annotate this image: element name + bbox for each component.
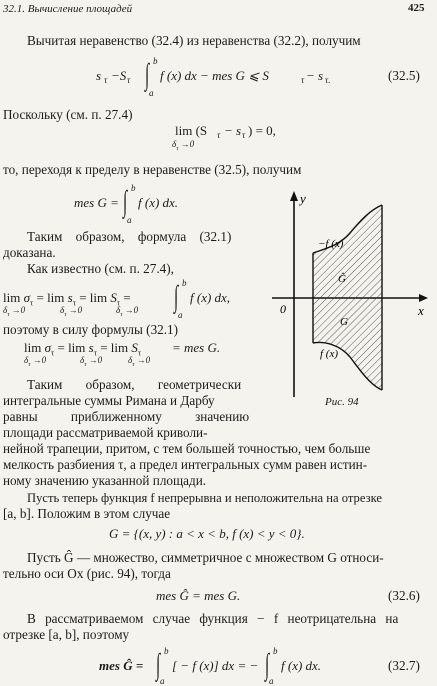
paragraph-10b: отрезке [a, b], поэтому	[3, 627, 130, 642]
f327-mid: [ − f (x)] dx = −	[172, 658, 259, 673]
integral-sign: ∫	[265, 648, 270, 681]
label-G-hat: Ĝ	[338, 273, 346, 285]
paragraph-8a: Пусть теперь функция f непрерывна и неположительна на отрезке	[27, 491, 382, 505]
paragraph-7f: мелкость разбиения τ, а предел интегральных сумм равен истин-	[3, 457, 368, 472]
integral-sign: ∫	[123, 185, 128, 218]
f325-S: −S	[111, 68, 127, 83]
page-number: 425	[408, 2, 425, 14]
label-minus-f: −f (x)	[318, 238, 344, 250]
region-G	[313, 298, 382, 390]
figure-94	[270, 185, 435, 410]
lim2-lower-a: a	[178, 310, 183, 320]
paragraph-7d: площади рассматриваемой криволи-	[3, 425, 208, 440]
paragraph-7e: нейной трапеции, притом, с тем большей точностью, чем больше	[3, 441, 371, 456]
f325-integrand: f (x) dx − mes G ⩽ S	[160, 68, 269, 83]
f327-upper-b: b	[164, 646, 169, 656]
paragraph-2: Поскольку (см. п. 27.4)	[3, 107, 133, 122]
paragraph-1: Вычитая неравенство (32.4) из неравенства (32.2), получим	[27, 33, 361, 48]
lim2-upper-b: b	[182, 278, 187, 288]
lim2-integrand: f (x) dx,	[190, 290, 231, 305]
lim1-result: ) = 0,	[248, 123, 276, 138]
lim1: lim (S	[175, 123, 208, 138]
integral-sign: ∫	[145, 58, 150, 91]
label-G: G	[340, 316, 348, 328]
paragraph-6: поэтому в силу формулы (32.1)	[3, 322, 179, 337]
f327-upper-b2: b	[273, 646, 278, 656]
figure-94-drawing	[270, 185, 435, 410]
eq-number-32-6: (32.6)	[388, 588, 420, 603]
f327-lower-a2: a	[269, 676, 274, 686]
eq-number-32-5: (32.5)	[388, 68, 420, 83]
lim3-result: = mes G.	[172, 340, 221, 355]
formula-set-G: G = {(x, y) : a < x < b, f (x) < y < 0}.	[109, 526, 305, 541]
paragraph-7c: равны приближенному значению	[3, 409, 250, 424]
eq-number-32-7: (32.7)	[388, 658, 420, 673]
paragraph-7b: интегральные суммы Римана и Дарбу	[3, 393, 215, 408]
f325-s: s	[96, 68, 102, 83]
paragraph-7a: Таким образом, геометрически	[27, 377, 242, 392]
f327-lower-a: a	[160, 676, 165, 686]
f327-end: f (x) dx.	[281, 658, 322, 673]
formula-mes-hat: mes Ĝ = mes G.	[156, 588, 241, 603]
region-G-hat	[313, 205, 382, 298]
paragraph-3: то, переходя к пределу в неравенстве (32.5), получим	[3, 162, 302, 177]
y-axis-arrow-icon	[290, 191, 298, 201]
f325-tail: − s	[306, 68, 324, 83]
lim1-tail: − s	[224, 123, 242, 138]
paragraph-4a: Таким образом, формула (32.1)	[27, 229, 232, 244]
axis-x-label: x	[418, 303, 424, 318]
paragraph-9b: тельно оси Ox (рис. 94), тогда	[3, 566, 171, 581]
paragraph-10a: В рассматриваемом случае функция − f неотрицательна на	[27, 611, 399, 626]
f325-lower-a: a	[149, 88, 154, 98]
f327-left: mes Ĝ =	[99, 658, 144, 673]
mesG-lower-a: a	[127, 215, 132, 225]
f325-upper-b: b	[153, 56, 158, 66]
integral-sign: ∫	[156, 648, 161, 681]
paragraph-9a: Пусть Ĝ — множество, симметричное с множеством G относи-	[27, 550, 384, 565]
figure-caption: Рис. 94	[325, 396, 359, 408]
mesG-upper-b: b	[131, 183, 136, 193]
origin-label: 0	[280, 302, 286, 316]
x-axis-arrow-icon	[419, 294, 428, 302]
label-f: f (x)	[320, 348, 339, 360]
paragraph-5: Как известно (см. п. 27.4),	[27, 261, 174, 276]
paragraph-8b: [a, b]. Положим в этом случае	[3, 506, 171, 521]
integral-sign: ∫	[174, 280, 179, 313]
paragraph-7g: ному значению указанной площади.	[3, 473, 207, 488]
paragraph-4b: доказана.	[3, 245, 56, 260]
axis-y-label: y	[300, 191, 306, 206]
running-header: 32.1. Вычисление площадей	[3, 3, 133, 15]
mesG-integrand: f (x) dx.	[138, 195, 179, 210]
mes-G: mes G =	[74, 195, 119, 210]
